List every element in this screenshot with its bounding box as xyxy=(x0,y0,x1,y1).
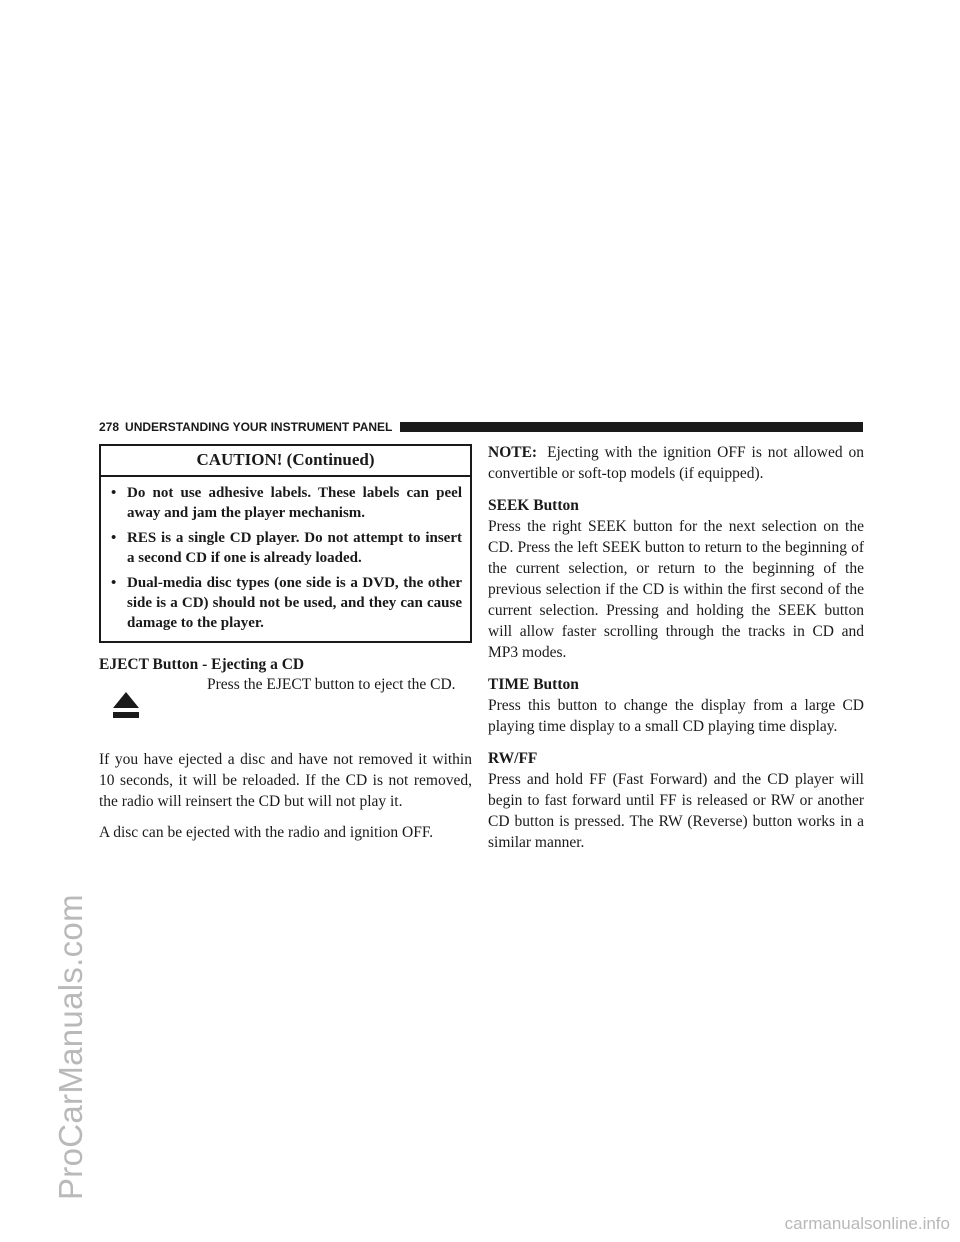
caution-item xyxy=(111,483,462,523)
eject-icon xyxy=(112,691,140,721)
rwff-heading: RW/FF xyxy=(488,750,538,767)
note-text: Ejecting with the ignition OFF is not allowed on convertible or soft-top models (if equipped). xyxy=(488,444,864,482)
caution-item-text: Dual-media disc types (one side is a DVD, the other side is a CD) should not be used, and they can cause damage to the player. xyxy=(127,575,462,631)
time-text: Press this button to change the display from a large CD playing time display to a small CD playing time display. xyxy=(488,697,864,735)
time-heading: TIME Button xyxy=(488,676,579,693)
eject-heading: EJECT Button - Ejecting a CD xyxy=(99,656,305,673)
eject-paragraph: A disc can be ejected with the radio and ignition OFF. xyxy=(99,824,434,841)
left-column xyxy=(99,444,472,853)
side-watermark: ProCarManuals.com xyxy=(52,894,89,1200)
rwff-text: Press and hold FF (Fast Forward) and the CD player will begin to fast forward until FF is released or RW or another CD button is pressed. The RW (Reverse) button works in a similar manner. xyxy=(488,771,864,851)
header-rule xyxy=(400,422,863,432)
page-number: 278 xyxy=(99,420,120,434)
section-title: UNDERSTANDING YOUR INSTRUMENT PANEL xyxy=(125,420,393,434)
caution-item xyxy=(111,573,462,633)
eject-paragraph: If you have ejected a disc and have not removed it within 10 seconds, it will be reloaded. If the CD is not removed, the radio will reinsert the CD but will not play it. xyxy=(99,751,472,810)
eject-row xyxy=(99,675,472,741)
caution-item-text: Do not use adhesive labels. These labels can peel away and jam the player mechanism. xyxy=(127,485,462,521)
bullet-icon: • xyxy=(111,530,117,546)
note-label: NOTE: xyxy=(488,444,538,461)
caution-list xyxy=(101,477,470,641)
note-paragraph xyxy=(488,442,864,484)
eject-instruction: Press the EJECT button to eject the CD. xyxy=(207,676,456,693)
right-column xyxy=(488,442,864,865)
bullet-icon: • xyxy=(111,485,117,501)
caution-box xyxy=(99,444,472,643)
caution-item-text: RES is a single CD player. Do not attempt to insert a second CD if one is already loaded. xyxy=(127,530,462,566)
page-header xyxy=(99,419,863,435)
seek-text: Press the right SEEK button for the next selection on the CD. Press the left SEEK button to return to the beginning of the current selection, or return to the beginning of the previous selection if the CD is within the first second of the current selection. Pressing and holding the SEEK button will allow faster scrolling through the tracks in CD and MP3 modes. xyxy=(488,518,864,661)
caution-item xyxy=(111,528,462,568)
seek-heading: SEEK Button xyxy=(488,497,579,514)
bottom-watermark: carmanualsonline.info xyxy=(784,1214,950,1233)
bullet-icon: • xyxy=(111,575,117,591)
caution-title: CAUTION! (Continued) xyxy=(101,446,470,477)
